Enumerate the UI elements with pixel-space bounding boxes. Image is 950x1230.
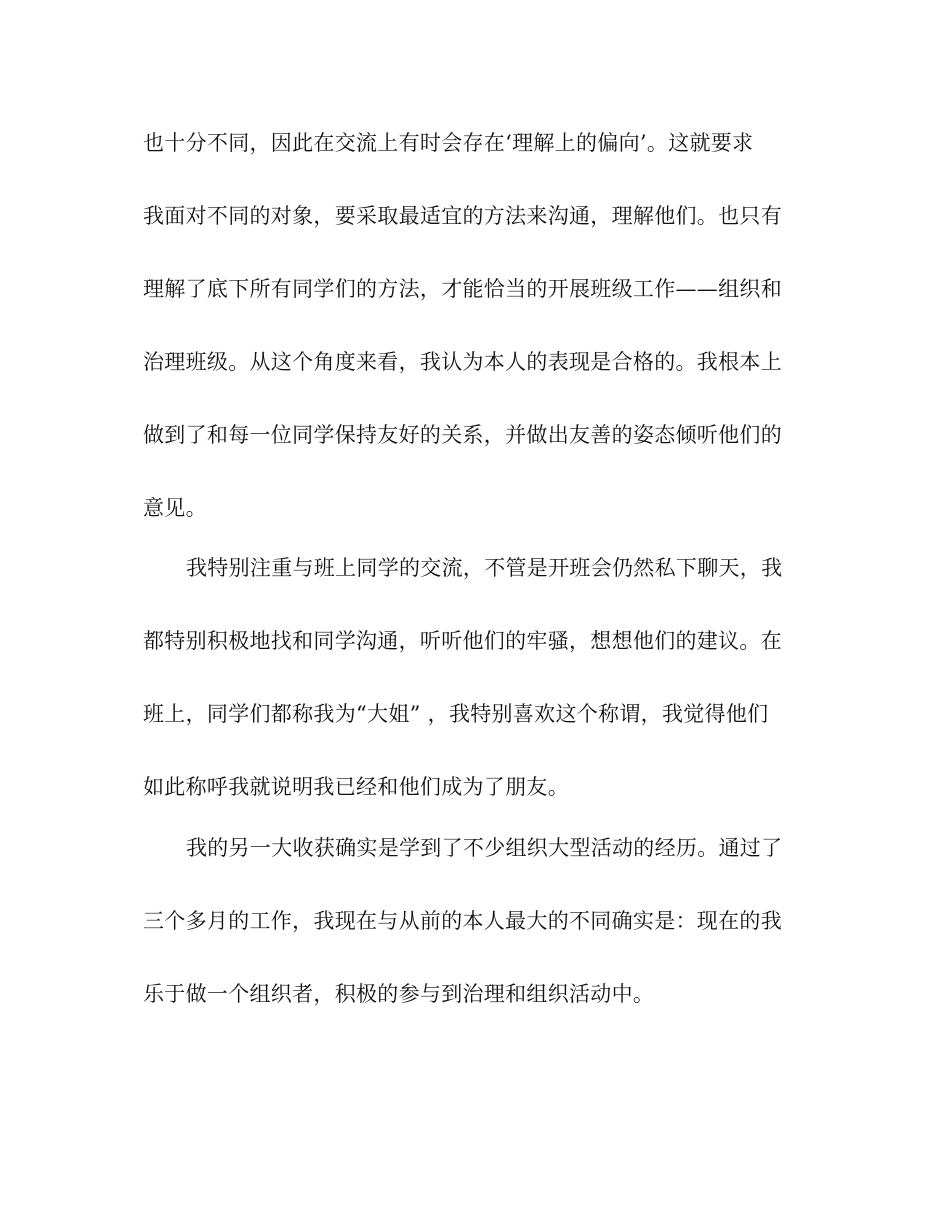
paragraph-line: 班上，同学们都称我为“大姐” ，我特别喜欢这个称谓，我觉得他们 <box>143 702 769 726</box>
paragraph-line: 三个多月的工作，我现在与从前的本人最大的不同确实是：现在的我 <box>143 909 782 933</box>
paragraph-line: 我特别注重与班上同学的交流，不管是开班会仍然私下聊天，我 <box>186 556 783 580</box>
paragraph-line: 我的另一大收获确实是学到了不少组织大型活动的经历。通过了 <box>186 836 783 860</box>
paragraph-line: 治理班级。从这个角度来看，我认为本人的表现是合格的。我根本上 <box>143 350 782 374</box>
paragraph-line: 我面对不同的对象，要采取最适宜的方法来沟通，理解他们。也只有 <box>143 204 782 228</box>
paragraph-line: 意见。 <box>143 496 207 520</box>
paragraph-line: 乐于做一个组织者，积极的参与到治理和组织活动中。 <box>143 982 655 1006</box>
paragraph-line: 也十分不同，因此在交流上有时会存在‘理解上的偏向’。这就要求 <box>143 131 754 155</box>
paragraph-line: 都特别积极地找和同学沟通，听听他们的牢骚，想想他们的建议。在 <box>143 629 782 653</box>
paragraph-line: 理解了底下所有同学们的方法，才能恰当的开展班级工作——组织和 <box>143 277 782 301</box>
paragraph-line: 做到了和每一位同学保持友好的关系，并做出友善的姿态倾听他们的 <box>143 423 782 447</box>
paragraph-line: 如此称呼我就说明我已经和他们成为了朋友。 <box>143 775 569 799</box>
